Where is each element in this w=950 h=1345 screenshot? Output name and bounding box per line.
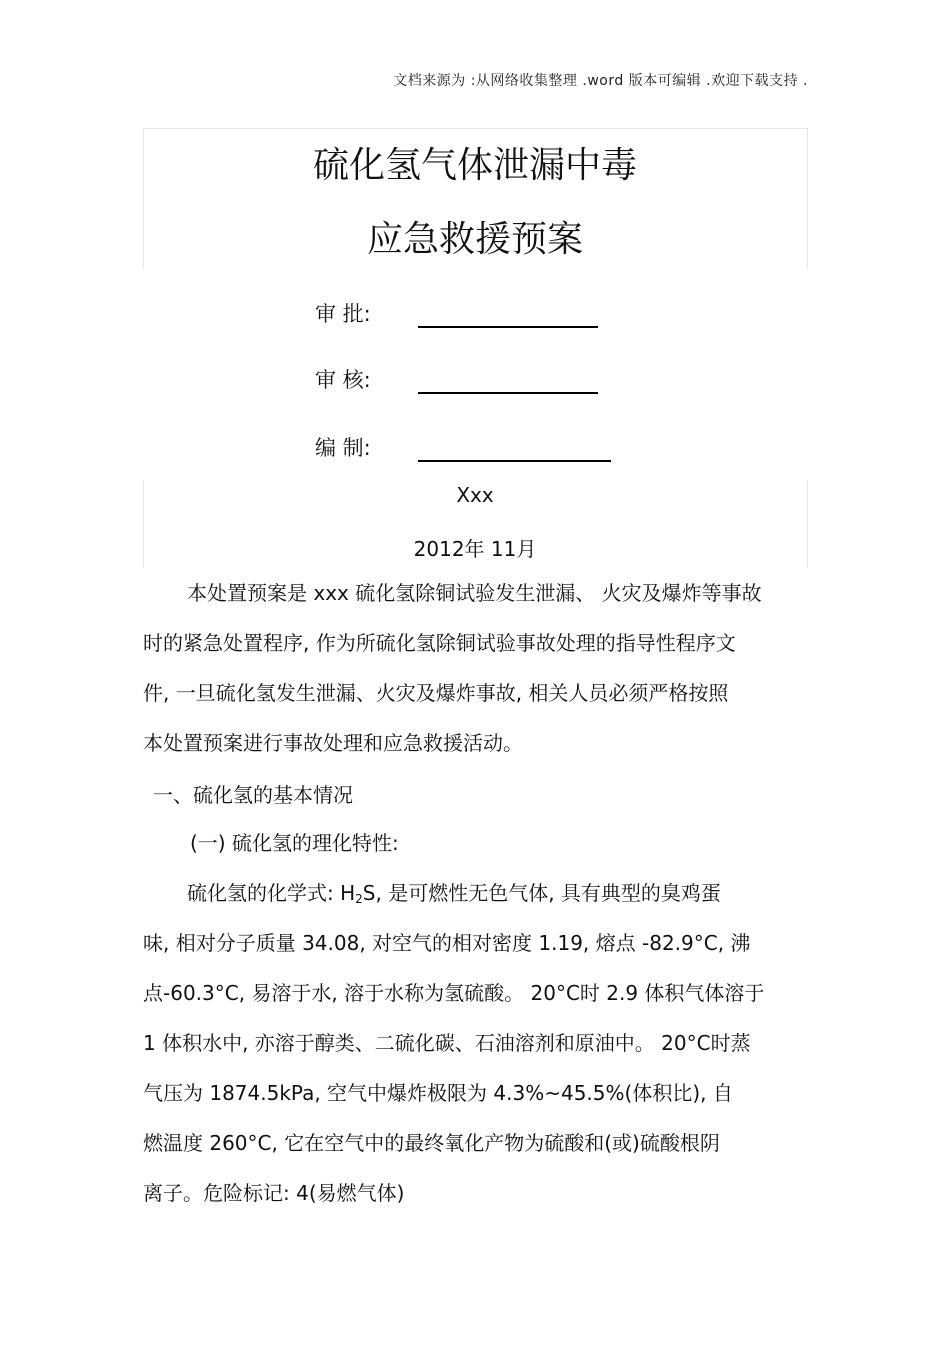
review-row (315, 364, 598, 394)
property-line-3: 1 体积水中, 亦溶于醇类、二硫化碳、石油溶剂和原油中。 20°C时蒸 (143, 1031, 751, 1055)
date: 2012年 11月 (413, 537, 537, 561)
property-line-1: 味, 相对分子质量 34.08, 对空气的相对密度 1.19, 熔点 -82.9°C, 沸 (143, 931, 751, 955)
subsection-heading-1: (一) 硫化氢的理化特性: (190, 831, 399, 855)
property-line-4: 气压为 1874.5kPa, 空气中爆炸极限为 4.3%~45.5%(体积比), 自 (143, 1081, 733, 1105)
compile-signature-line (418, 434, 611, 462)
formula-suffix: S, 是可燃性无色气体, 具有典型的臭鸡蛋 (362, 881, 721, 905)
formula-subscript: 2 (355, 892, 363, 906)
title-line-1: 硫化氢气体泄漏中毒 (312, 145, 637, 186)
intro-line-3: 件, 一旦硫化氢发生泄漏、火灾及爆炸事故, 相关人员必须严格按照 (143, 681, 729, 705)
property-line-6: 离子。危险标记: 4(易燃气体) (143, 1181, 405, 1205)
review-signature-line (418, 366, 598, 394)
formula-line (187, 883, 721, 905)
approval-row (315, 298, 598, 328)
intro-line-4: 本处置预案进行事故处理和应急救援活动。 (143, 731, 523, 755)
section-heading-1: 一、硫化氢的基本情况 (153, 783, 353, 807)
property-line-5: 燃温度 260°C, 它在空气中的最终氧化产物为硫酸和(或)硫酸根阴 (143, 1131, 720, 1155)
compile-row (315, 432, 611, 462)
approval-label: 审 批: (315, 302, 371, 326)
intro-line-1: 本处置预案是 xxx 硫化氢除铜试验发生泄漏、 火灾及爆炸等事故 (187, 581, 762, 605)
review-label: 审 核: (315, 368, 371, 392)
formula-prefix: 硫化氢的化学式: H (187, 881, 356, 905)
compile-label: 编 制: (315, 436, 371, 460)
intro-line-2: 时的紧急处置程序, 作为所硫化氢除铜试验事故处理的指导性程序文 (143, 631, 736, 655)
organization: Xxx (456, 483, 494, 507)
header-note: 文档来源为 :从网络收集整理 .word 版本可编辑 .欢迎下载支持 . (393, 73, 808, 89)
property-line-2: 点-60.3°C, 易溶于水, 溶于水称为氢硫酸。 20°C时 2.9 体积气体溶于 (143, 981, 765, 1005)
approval-signature-line (418, 300, 598, 328)
title-line-2: 应急救援预案 (366, 219, 583, 260)
